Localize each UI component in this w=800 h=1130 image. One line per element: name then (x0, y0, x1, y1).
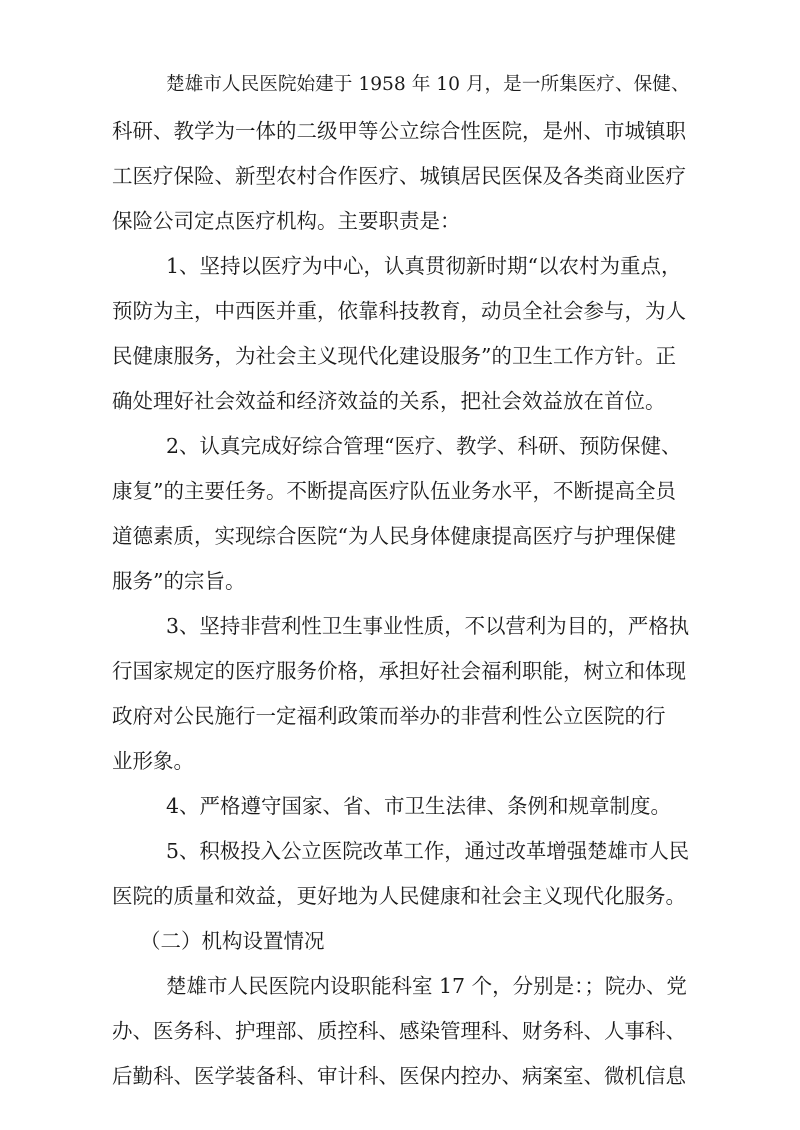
text-line: 后勤科、医学装备科、审计科、医保内控办、病案室、微机信息 (112, 1064, 686, 1088)
text-line: 3、坚持非营利性卫生事业性质，不以营利为目的，严格执 (166, 614, 690, 638)
text-line: 保险公司定点医疗机构。主要职责是： (112, 209, 461, 233)
text-line: 康复”的主要任务。不断提高医疗队伍业务水平，不断提高全员 (112, 479, 676, 503)
text-line: 政府对公民施行一定福利政策而举办的非营利性公立医院的行 (112, 704, 666, 728)
section-heading: （二）机构设置情况 (140, 929, 325, 953)
text-line: 工医疗保险、新型农村合作医疗、城镇居民医保及各类商业医疗 (112, 164, 686, 188)
text-line: 办、医务科、护理部、质控科、感染管理科、财务科、人事科、 (112, 1019, 686, 1043)
text-line: 预防为主，中西医并重，依靠科技教育，动员全社会参与，为人 (112, 299, 686, 323)
text-line: 5、积极投入公立医院改革工作，通过改革增强楚雄市人民 (166, 839, 690, 863)
text-line: 4、严格遵守国家、省、市卫生法律、条例和规章制度。 (166, 794, 672, 818)
text-line: 1、坚持以医疗为中心，认真贯彻新时期“以农村为重点， (166, 254, 682, 278)
text-line: 医院的质量和效益，更好地为人民健康和社会主义现代化服务。 (112, 884, 686, 908)
text-line: 科研、教学为一体的二级甲等公立综合性医院，是州、市城镇职 (112, 119, 686, 143)
text-line: 服务”的宗旨。 (112, 569, 246, 593)
text-line: 业形象。 (112, 749, 194, 773)
text-line: 楚雄市人民医院始建于 1958 年 10 月，是一所集医疗、保健、 (166, 74, 690, 95)
text-line: 道德素质，实现综合医院“为人民身体健康提高医疗与护理保健 (112, 524, 676, 548)
text-line: 2、认真完成好综合管理“医疗、教学、科研、预防保健、 (166, 434, 682, 458)
text-line: 楚雄市人民医院内设职能科室 17 个，分别是：；院办、党 (166, 974, 687, 998)
text-line: 确处理好社会效益和经济效益的关系，把社会效益放在首位。 (112, 389, 666, 413)
text-line: 民健康服务，为社会主义现代化建设服务”的卫生工作方针。正 (112, 344, 676, 368)
text-line: 行国家规定的医疗服务价格，承担好社会福利职能，树立和体现 (112, 659, 686, 683)
